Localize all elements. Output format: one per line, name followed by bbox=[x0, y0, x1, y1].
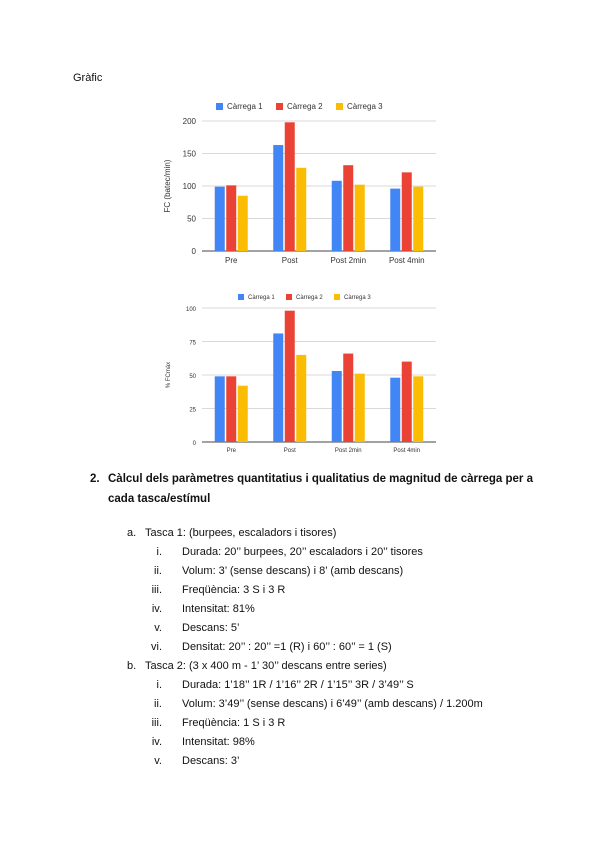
bar bbox=[215, 376, 225, 442]
x-tick-label: Post 2min bbox=[334, 448, 362, 454]
y-tick-label: 50 bbox=[187, 214, 196, 224]
legend-swatch bbox=[238, 294, 244, 300]
x-tick-label: Post 2min bbox=[330, 256, 367, 265]
bar bbox=[273, 145, 283, 251]
y-tick-label: 0 bbox=[191, 247, 196, 256]
legend-label: Càrrega 1 bbox=[227, 102, 263, 111]
figure-label: Gràfic bbox=[73, 72, 103, 84]
section-title: Càlcul dels paràmetres quantitatius i qualitatius de magnitud de càrrega per a cada tasca/estímul bbox=[108, 473, 533, 505]
bar bbox=[355, 374, 365, 442]
y-axis-title: % FCmàx bbox=[166, 361, 172, 389]
legend-swatch bbox=[216, 103, 223, 110]
task-b-rest: Descans: 3’ bbox=[182, 755, 240, 767]
task-b-label: Tasca 2: (3 x 400 m - 1’ 30’’ descans entre series) bbox=[145, 660, 387, 672]
y-tick-label: 75 bbox=[189, 340, 196, 347]
task-b-item-marker: v. bbox=[154, 755, 162, 767]
bar bbox=[390, 378, 400, 442]
legend-swatch bbox=[276, 103, 283, 110]
bar bbox=[343, 165, 353, 251]
section-number: 2. bbox=[90, 473, 100, 485]
y-tick-label: 0 bbox=[192, 441, 196, 447]
task-a-marker: a. bbox=[127, 527, 137, 539]
bar bbox=[413, 187, 423, 251]
y-axis-title: FC (batec/min) bbox=[163, 159, 172, 213]
task-a-item-marker: i. bbox=[156, 546, 162, 558]
task-a-label: Tasca 1: (burpees, escaladors i tisores) bbox=[145, 527, 337, 539]
task-a-intensity: Intensitat: 81% bbox=[182, 603, 255, 615]
x-tick-label: Post bbox=[281, 256, 298, 265]
task-b-frequency: Freqüència: 1 S i 3 R bbox=[182, 717, 286, 729]
bar bbox=[343, 354, 353, 442]
bar bbox=[273, 333, 283, 442]
legend-swatch bbox=[286, 294, 292, 300]
task-b-duration: Durada: 1’18’’ 1R / 1’16’’ 2R / 1’15’’ 3R / 3’49’’ S bbox=[182, 679, 414, 691]
x-tick-label: Post bbox=[283, 448, 296, 454]
bar bbox=[296, 355, 306, 442]
bar bbox=[332, 181, 342, 251]
y-tick-label: 100 bbox=[185, 307, 196, 313]
task-b-item-marker: iv. bbox=[151, 736, 162, 748]
bar bbox=[285, 311, 295, 442]
x-tick-label: Pre bbox=[226, 448, 236, 454]
bar bbox=[215, 187, 225, 251]
task-b-item-marker: iii. bbox=[151, 717, 162, 729]
task-a-duration: Durada: 20’’ burpees, 20’’ escaladors i 20’’ tisores bbox=[182, 546, 423, 558]
heart-rate-chart bbox=[160, 95, 450, 275]
bar bbox=[285, 122, 295, 251]
x-tick-label: Post 4min bbox=[388, 256, 425, 265]
task-a-item-marker: v. bbox=[154, 622, 162, 634]
task-b-item-marker: i. bbox=[156, 679, 162, 691]
task-b-marker: b. bbox=[127, 660, 137, 672]
task-a-volume: Volum: 3’ (sense descans) i 8’ (amb descans) bbox=[182, 565, 404, 577]
task-b-intensity: Intensitat: 98% bbox=[182, 736, 255, 748]
y-tick-label: 200 bbox=[182, 117, 196, 126]
legend-label: Càrrega 3 bbox=[344, 295, 371, 301]
task-a-item-marker: iii. bbox=[151, 584, 162, 596]
task-b-volume: Volum: 3’49’’ (sense descans) i 6’49’’ (amb descans) / 1.200m bbox=[182, 698, 483, 710]
x-tick-label: Post 4min bbox=[393, 448, 421, 454]
task-a-item-marker: iv. bbox=[151, 603, 162, 615]
task-b-item-marker: ii. bbox=[154, 698, 162, 710]
percent-max-hr-chart bbox=[160, 288, 450, 460]
bar bbox=[413, 376, 423, 442]
x-tick-label: Pre bbox=[225, 256, 238, 265]
y-tick-label: 150 bbox=[182, 149, 196, 159]
bar bbox=[355, 185, 365, 251]
bar bbox=[390, 189, 400, 251]
bar bbox=[402, 172, 412, 251]
task-a-density: Densitat: 20’’ : 20’’ =1 (R) i 60’’ : 60’’ = 1 (S) bbox=[182, 641, 392, 653]
task-a-rest: Descans: 5’ bbox=[182, 622, 240, 634]
legend-label: Càrrega 1 bbox=[248, 295, 275, 301]
legend-swatch bbox=[336, 103, 343, 110]
bar bbox=[296, 168, 306, 251]
bar bbox=[332, 371, 342, 442]
legend-label: Càrrega 2 bbox=[296, 295, 323, 301]
task-a-item-marker: vi. bbox=[151, 641, 162, 653]
y-tick-label: 25 bbox=[189, 407, 196, 414]
bar bbox=[226, 185, 236, 251]
bar bbox=[226, 376, 236, 442]
legend-label: Càrrega 2 bbox=[287, 102, 323, 111]
task-a-item-marker: ii. bbox=[154, 565, 162, 577]
y-tick-label: 100 bbox=[182, 182, 196, 191]
y-tick-label: 50 bbox=[189, 374, 196, 380]
bar bbox=[402, 362, 412, 442]
legend-label: Càrrega 3 bbox=[347, 102, 383, 111]
bar bbox=[238, 196, 248, 251]
legend-swatch bbox=[334, 294, 340, 300]
bar bbox=[238, 386, 248, 442]
task-a-frequency: Freqüència: 3 S i 3 R bbox=[182, 584, 286, 596]
